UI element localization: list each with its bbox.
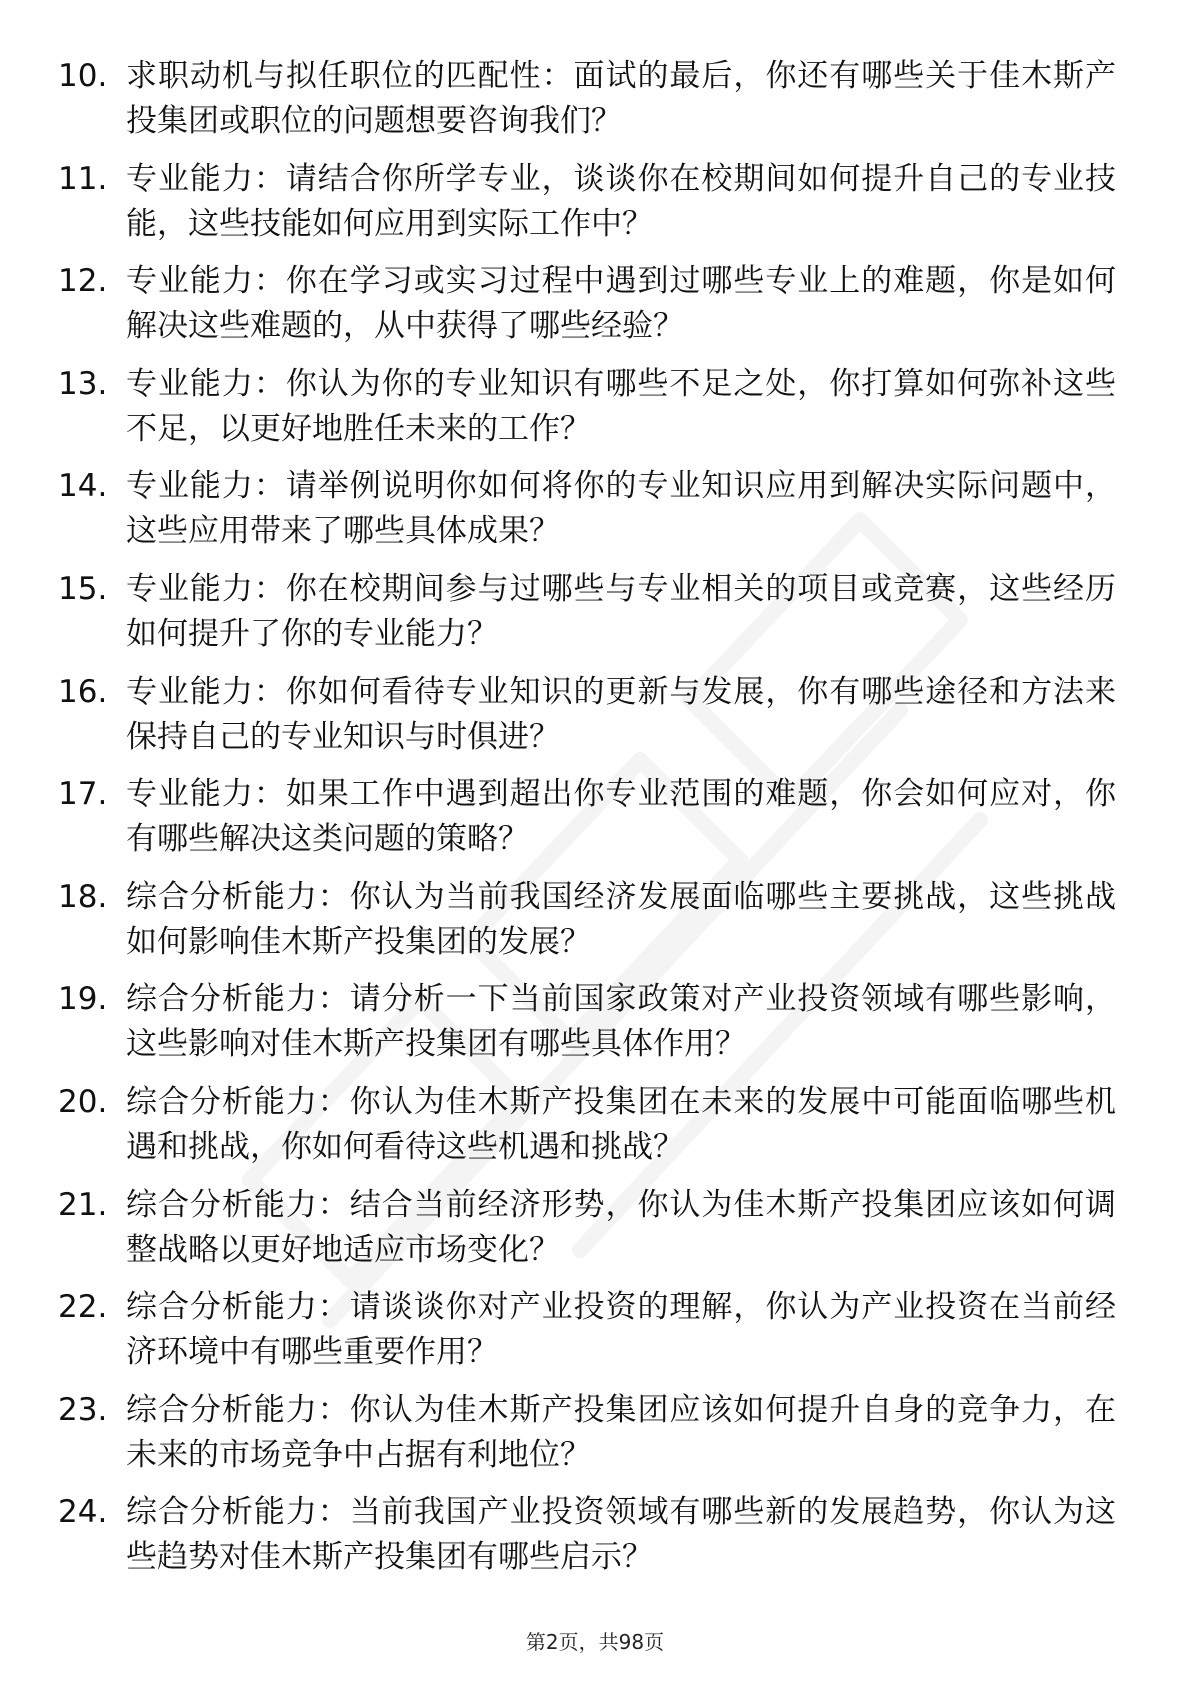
question-text: 专业能力：你如何看待专业知识的更新与发展，你有哪些途径和方法来保持自己的专业知识与时俱进？	[126, 673, 1116, 755]
question-number: 18.	[58, 878, 108, 915]
question-text: 综合分析能力：你认为当前我国经济发展面临哪些主要挑战，这些挑战如何影响佳木斯产投集团的发展？	[126, 878, 1116, 960]
question-number: 23.	[58, 1391, 108, 1428]
page-number-label: 第2页，共98页	[525, 1630, 665, 1654]
question-item	[58, 259, 1118, 362]
question-text: 专业能力：请举例说明你如何将你的专业知识应用到解决实际问题中，这些应用带来了哪些具体成果？	[126, 468, 1116, 550]
question-item	[58, 1388, 1118, 1491]
question-text: 综合分析能力：结合当前经济形势，你认为佳木斯产投集团应该如何调整战略以更好地适应市场变化？	[126, 1186, 1116, 1268]
question-number: 11.	[58, 160, 108, 197]
question-text: 专业能力：你在学习或实习过程中遇到过哪些专业上的难题，你是如何解决这些难题的，从中获得了哪些经验？	[126, 263, 1116, 345]
question-list	[58, 54, 1118, 1593]
question-item	[58, 464, 1118, 567]
question-item	[58, 1183, 1118, 1286]
page-footer	[0, 1626, 1190, 1655]
question-number: 22.	[58, 1289, 108, 1326]
question-item	[58, 362, 1118, 465]
question-text: 综合分析能力：你认为佳木斯产投集团在未来的发展中可能面临哪些机遇和挑战，你如何看待这些机遇和挑战？	[126, 1083, 1116, 1165]
question-number: 17.	[58, 776, 108, 813]
question-number: 19.	[58, 981, 108, 1018]
question-number: 15.	[58, 570, 108, 607]
question-text: 综合分析能力：当前我国产业投资领域有哪些新的发展趋势，你认为这些趋势对佳木斯产投集团有哪些启示？	[126, 1494, 1116, 1576]
question-item	[58, 772, 1118, 875]
question-item	[58, 670, 1118, 773]
question-item	[58, 875, 1118, 978]
question-text: 专业能力：如果工作中遇到超出你专业范围的难题，你会如何应对，你有哪些解决这类问题的策略？	[126, 776, 1116, 858]
question-item	[58, 977, 1118, 1080]
question-item	[58, 1490, 1118, 1593]
question-number: 10.	[58, 58, 108, 94]
question-item	[58, 157, 1118, 260]
question-text: 专业能力：你在校期间参与过哪些与专业相关的项目或竞赛，这些经历如何提升了你的专业能力？	[126, 570, 1116, 652]
question-item	[58, 567, 1118, 670]
question-item	[58, 1285, 1118, 1388]
question-text: 综合分析能力：请分析一下当前国家政策对产业投资领域有哪些影响，这些影响对佳木斯产投集团有哪些具体作用？	[126, 981, 1116, 1063]
question-number: 21.	[58, 1186, 108, 1223]
question-text: 综合分析能力：请谈谈你对产业投资的理解，你认为产业投资在当前经济环境中有哪些重要作用？	[126, 1289, 1116, 1371]
question-number: 16.	[58, 673, 108, 710]
question-item	[58, 1080, 1118, 1183]
question-text: 专业能力：你认为你的专业知识有哪些不足之处，你打算如何弥补这些不足，以更好地胜任未来的工作？	[126, 365, 1116, 447]
question-text: 求职动机与拟任职位的匹配性：面试的最后，你还有哪些关于佳木斯产投集团或职位的问题想要咨询我们？	[126, 58, 1116, 139]
question-number: 14.	[58, 468, 108, 505]
question-number: 12.	[58, 263, 108, 300]
question-number: 13.	[58, 365, 108, 402]
question-item	[58, 54, 1118, 157]
question-text: 专业能力：请结合你所学专业，谈谈你在校期间如何提升自己的专业技能，这些技能如何应用到实际工作中？	[126, 160, 1116, 242]
question-number: 24.	[58, 1494, 108, 1531]
question-text: 综合分析能力：你认为佳木斯产投集团应该如何提升自身的竞争力，在未来的市场竞争中占据有利地位？	[126, 1391, 1116, 1473]
question-number: 20.	[58, 1083, 108, 1120]
